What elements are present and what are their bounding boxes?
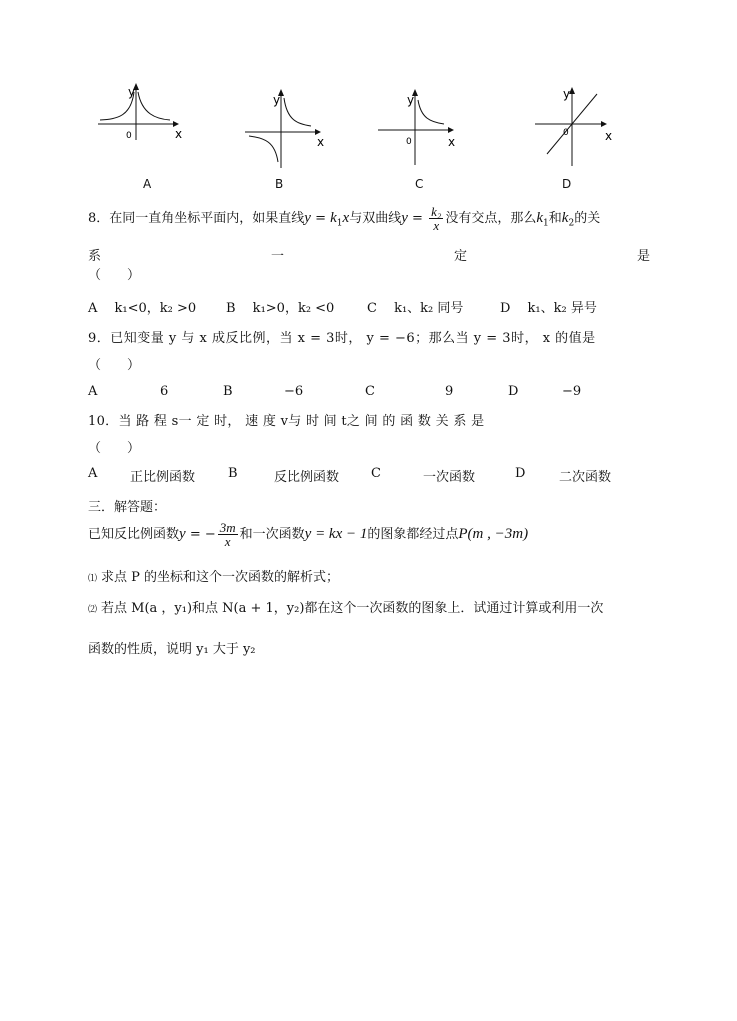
q8-word-4: 是	[636, 249, 650, 264]
q8-eq1-x: x	[342, 210, 350, 226]
q8-eq2-y: y	[401, 210, 408, 226]
intro-frac-num: 3m	[219, 520, 236, 535]
part2-text-a: 若点 M(a ，y₁)和点 N(a + 1，y₂)都在这个一次函数的图象上．试通过计算或利用一次	[101, 601, 604, 616]
q8-option-a: A k₁<0，k₂ >0	[88, 301, 197, 316]
q9-text: 9．已知变量 y 与 x 成反比例，当 x = 3时， y = −6；那么当 y = 3时， x 的值是	[88, 331, 596, 346]
q8-word-1: 系	[88, 249, 102, 264]
graph-c-label: C	[415, 177, 424, 191]
q9-option-b-value: −6	[284, 384, 304, 399]
q8-text-c: 没有交点，那么	[445, 211, 537, 226]
q8-line1	[88, 205, 600, 232]
q8-line2	[88, 245, 650, 264]
x-arrow	[448, 127, 454, 133]
q10-option-b: B	[228, 466, 238, 481]
q10-paren: （ ）	[88, 441, 141, 456]
intro-fraction	[218, 521, 238, 548]
curve-right	[284, 98, 311, 126]
part1-number: ⑴	[88, 574, 98, 584]
curve-left	[249, 136, 278, 162]
q8-frac-num: k₂	[431, 204, 442, 219]
q8-word-3: 定	[453, 249, 467, 264]
q10-option-d-value: 二次函数	[559, 470, 612, 485]
q9-option-c: C	[365, 384, 375, 399]
q9-option-c-value: 9	[445, 384, 454, 399]
y-label: y	[563, 87, 571, 101]
graph-d-svg	[535, 80, 620, 170]
graph-c-svg	[378, 80, 463, 170]
origin-label: 0	[563, 128, 569, 138]
section3-intro	[88, 521, 528, 548]
y-label: y	[273, 93, 281, 107]
q8-text-b: 与双曲线	[349, 211, 402, 226]
y-label: y	[128, 85, 136, 99]
q8-frac-den: x	[433, 218, 440, 233]
q9-paren: （ ）	[88, 358, 141, 373]
intro-linear: y = kx − 1	[304, 526, 368, 542]
q8-eq1-eq: =	[310, 211, 331, 226]
graph-b-svg	[245, 80, 330, 170]
q9-option-d-value: −9	[562, 384, 582, 399]
y-label: y	[407, 93, 415, 107]
q8-eq1-sub: 1	[336, 218, 343, 229]
curve	[418, 100, 444, 124]
q8-word-2: 一	[270, 249, 284, 264]
x-label: x	[448, 135, 456, 149]
intro-frac-den: x	[224, 534, 231, 549]
x-label: x	[175, 127, 183, 141]
q10-option-c-value: 一次函数	[423, 470, 476, 485]
q8-text-a: 8．在同一直角坐标平面内，如果直线	[88, 211, 305, 226]
origin-label: 0	[126, 131, 132, 141]
q8-eq2-eq: =	[407, 211, 428, 226]
intro-text-c: 的图象都经过点	[367, 527, 459, 542]
q10-option-a: A	[88, 466, 98, 481]
intro-eq: = −	[185, 527, 216, 542]
x-label: x	[605, 129, 613, 143]
q8-paren: （ ）	[88, 268, 141, 283]
graph-d-label: D	[562, 177, 572, 191]
origin-label: 0	[406, 137, 412, 147]
q8-option-c: C k₁、k₂ 同号	[367, 301, 464, 316]
q10-option-b-value: 反比例函数	[274, 470, 340, 485]
q8-option-d: D k₁、k₂ 异号	[500, 301, 597, 316]
graph-d	[535, 80, 620, 170]
q8-option-b: B k₁>0，k₂ <0	[226, 301, 335, 316]
q8-eq1-y: y	[304, 210, 311, 226]
graph-a	[98, 80, 183, 140]
intro-text-b: 和一次函数	[239, 527, 305, 542]
q10-text: 10．当 路 程 s一 定 时， 速 度 v与 时 间 t之 间 的 函 数 关 系 是	[88, 414, 485, 429]
section3-part2b: 函数的性质，说明 y₁ 大于 y₂	[88, 642, 256, 657]
q9-option-a-value: 6	[160, 384, 169, 399]
q8-k1-sub: 1	[543, 218, 549, 229]
q10-option-c: C	[371, 466, 381, 481]
q9-option-b: B	[223, 384, 233, 399]
q10-option-d: D	[515, 466, 526, 481]
q10-option-a-value: 正比例函数	[130, 470, 196, 485]
part2-number: ⑵	[88, 605, 98, 615]
graph-a-label: A	[143, 177, 152, 191]
intro-text-a: 已知反比例函数	[88, 527, 180, 542]
intro-y: y	[179, 526, 186, 542]
section3-part1	[88, 566, 339, 585]
q8-eq1-k: k	[330, 210, 337, 226]
part1-text: 求点 P 的坐标和这个一次函数的解析式；	[101, 570, 340, 585]
q8-k2-sub: 2	[568, 218, 575, 229]
graph-b	[245, 80, 330, 170]
q8-k2: k	[561, 210, 569, 226]
graph-c	[378, 80, 463, 170]
q8-text-d: 的关	[574, 211, 601, 226]
graph-a-svg	[98, 80, 183, 140]
curve-right	[138, 92, 170, 120]
q8-k1: k	[536, 210, 544, 226]
q8-fraction	[429, 205, 443, 232]
q9-option-d: D	[508, 384, 519, 399]
section3-part2a	[88, 597, 603, 616]
section3-title: 三．解答题：	[88, 500, 167, 515]
q9-option-a: A	[88, 384, 98, 399]
q8-and: 和	[548, 211, 562, 226]
graph-b-label: B	[275, 177, 284, 191]
x-arrow	[601, 121, 607, 127]
x-label: x	[317, 135, 325, 149]
intro-point: P(m , −3m)	[458, 526, 529, 542]
